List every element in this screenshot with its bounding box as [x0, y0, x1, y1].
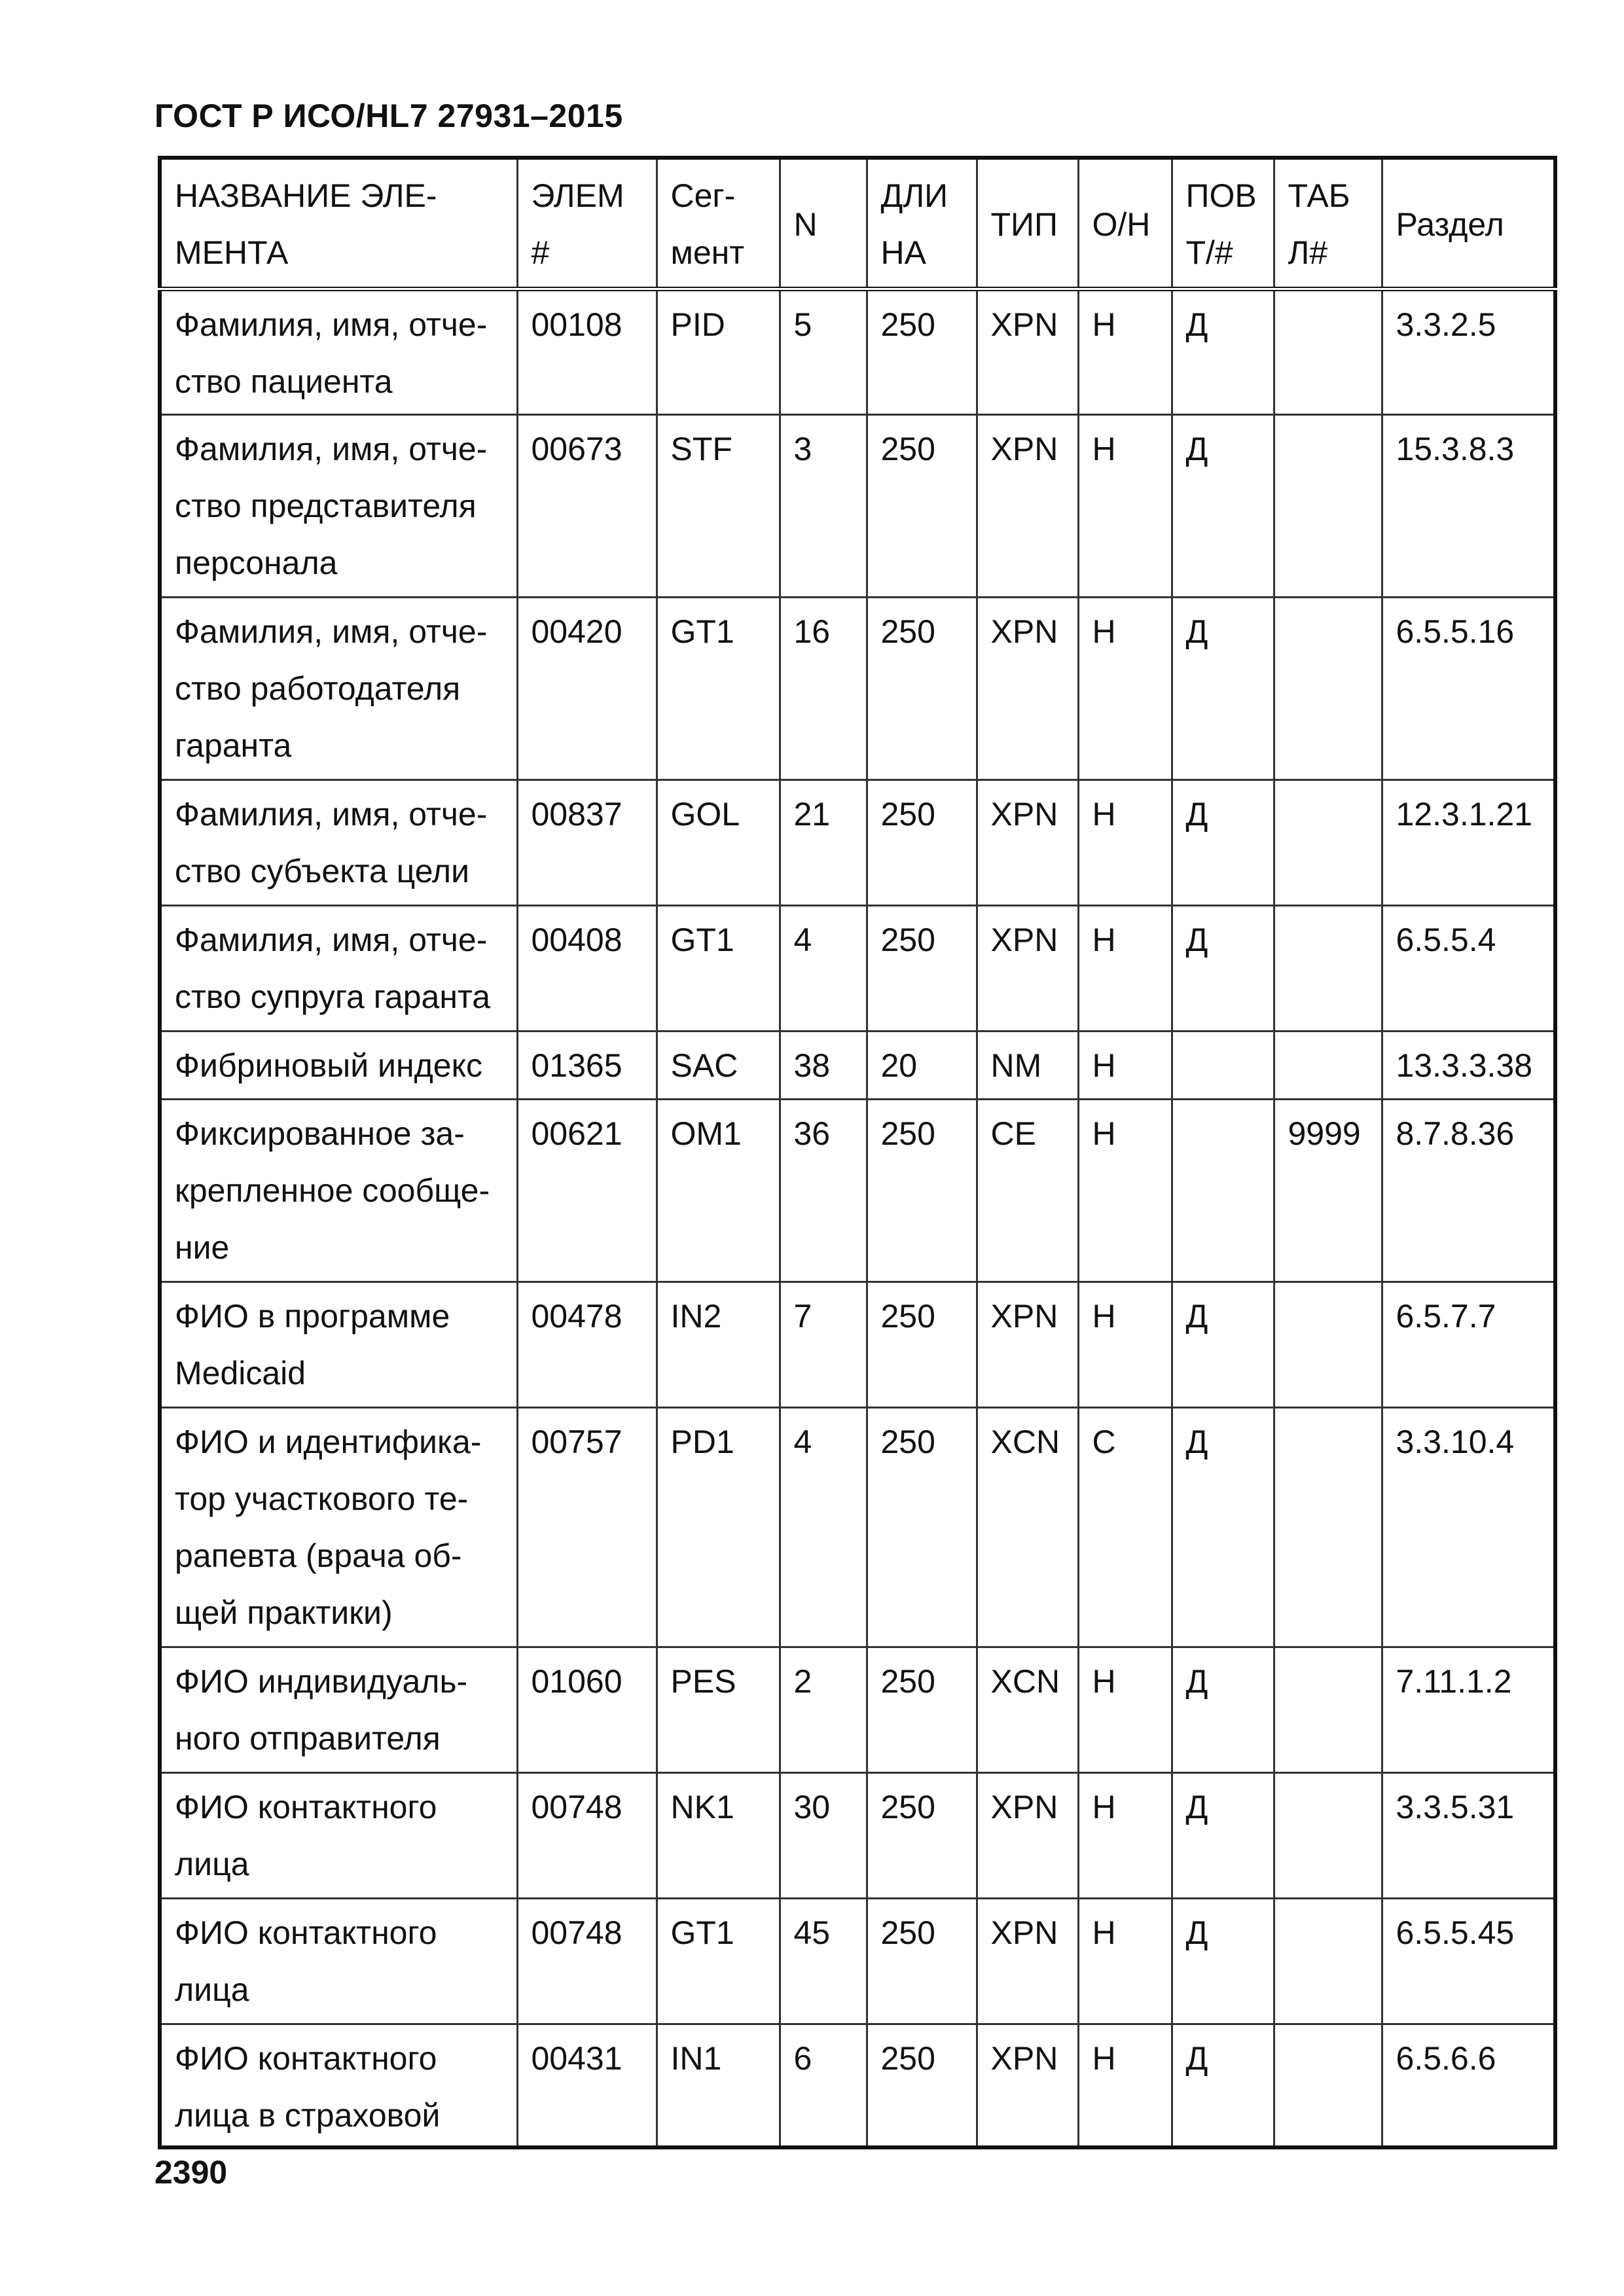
cell-name: Фамилия, имя, отче-ство представителя персонала: [160, 415, 517, 598]
cell-segment: OM1: [657, 1100, 780, 1282]
cell-n: 16: [780, 598, 867, 780]
cell-type: XPN: [977, 289, 1078, 415]
table-row: [160, 1647, 1555, 1773]
cell-table: [1274, 2024, 1382, 2147]
column-header-type: ТИП: [977, 158, 1078, 289]
cell-n: 5: [780, 289, 867, 415]
cell-section: 3.3.5.31: [1382, 1773, 1555, 1899]
elements-table: [158, 156, 1557, 2149]
cell-section: 6.5.5.45: [1382, 1899, 1555, 2024]
cell-name: Фамилия, имя, отче-ство субъекта цели: [160, 780, 517, 906]
cell-n: 2: [780, 1647, 867, 1773]
cell-segment: IN2: [657, 1282, 780, 1408]
cell-length: 250: [867, 1773, 977, 1899]
cell-elem: 00837: [517, 780, 657, 906]
cell-type: XPN: [977, 2024, 1078, 2147]
cell-section: 15.3.8.3: [1382, 415, 1555, 598]
cell-segment: NK1: [657, 1773, 780, 1899]
column-header-table: ТАБ Л#: [1274, 158, 1382, 289]
cell-opt: Н: [1078, 1899, 1172, 2024]
cell-n: 4: [780, 1408, 867, 1647]
cell-table: [1274, 906, 1382, 1031]
cell-section: 6.5.5.4: [1382, 906, 1555, 1031]
cell-table: [1274, 1282, 1382, 1408]
table-row: [160, 2024, 1555, 2147]
cell-n: 21: [780, 780, 867, 906]
cell-name: ФИО контактного лица: [160, 1899, 517, 2024]
cell-segment: PID: [657, 289, 780, 415]
cell-name: ФИО и идентифика-тор участкового те-рапевта (врача об-щей практики): [160, 1408, 517, 1647]
cell-type: XPN: [977, 1899, 1078, 2024]
cell-segment: IN1: [657, 2024, 780, 2147]
cell-section: 7.11.1.2: [1382, 1647, 1555, 1773]
cell-type: CE: [977, 1100, 1078, 1282]
cell-segment: GT1: [657, 598, 780, 780]
cell-type: XCN: [977, 1408, 1078, 1647]
cell-elem: 01060: [517, 1647, 657, 1773]
cell-length: 250: [867, 906, 977, 1031]
column-header-opt: О/Н: [1078, 158, 1172, 289]
cell-name: ФИО контактного лица в страховой: [160, 2024, 517, 2147]
table-row: [160, 780, 1555, 906]
cell-opt: Н: [1078, 1282, 1172, 1408]
table-row: [160, 1031, 1555, 1100]
cell-rep: Д: [1172, 780, 1274, 906]
cell-opt: Н: [1078, 1100, 1172, 1282]
column-header-elem: ЭЛЕМ #: [517, 158, 657, 289]
cell-length: 250: [867, 1408, 977, 1647]
cell-n: 4: [780, 906, 867, 1031]
cell-opt: С: [1078, 1408, 1172, 1647]
cell-table: [1274, 780, 1382, 906]
table-row: [160, 1100, 1555, 1282]
cell-rep: Д: [1172, 906, 1274, 1031]
cell-opt: Н: [1078, 1773, 1172, 1899]
cell-segment: PES: [657, 1647, 780, 1773]
cell-opt: Н: [1078, 906, 1172, 1031]
column-header-name: НАЗВАНИЕ ЭЛЕ-МЕНТА: [160, 158, 517, 289]
cell-elem: 00621: [517, 1100, 657, 1282]
cell-rep: Д: [1172, 1647, 1274, 1773]
cell-rep: Д: [1172, 1899, 1274, 2024]
cell-segment: PD1: [657, 1408, 780, 1647]
cell-length: 250: [867, 289, 977, 415]
cell-section: 6.5.5.16: [1382, 598, 1555, 780]
cell-elem: 00673: [517, 415, 657, 598]
cell-section: 6.5.7.7: [1382, 1282, 1555, 1408]
document-header: ГОСТ Р ИСО/HL7 27931–2015: [154, 98, 623, 134]
cell-length: 250: [867, 1899, 977, 2024]
cell-segment: GT1: [657, 1899, 780, 2024]
cell-name: Фамилия, имя, отче-ство супруга гаранта: [160, 906, 517, 1031]
cell-type: XPN: [977, 780, 1078, 906]
cell-section: 6.5.6.6: [1382, 2024, 1555, 2147]
cell-length: 250: [867, 598, 977, 780]
cell-n: 36: [780, 1100, 867, 1282]
table-row: [160, 598, 1555, 780]
cell-type: XPN: [977, 1773, 1078, 1899]
column-header-section: Раздел: [1382, 158, 1555, 289]
cell-segment: GT1: [657, 906, 780, 1031]
cell-opt: Н: [1078, 780, 1172, 906]
table-row: [160, 1899, 1555, 2024]
cell-name: Фибриновый индекс: [160, 1031, 517, 1100]
cell-type: XPN: [977, 598, 1078, 780]
cell-elem: 00757: [517, 1408, 657, 1647]
table-row: [160, 906, 1555, 1031]
cell-table: [1274, 1408, 1382, 1647]
cell-table: [1274, 1773, 1382, 1899]
cell-n: 6: [780, 2024, 867, 2147]
cell-section: 13.3.3.38: [1382, 1031, 1555, 1100]
cell-name: ФИО индивидуаль-ного отправителя: [160, 1647, 517, 1773]
cell-type: XPN: [977, 906, 1078, 1031]
cell-table: [1274, 415, 1382, 598]
cell-section: 12.3.1.21: [1382, 780, 1555, 906]
cell-n: 45: [780, 1899, 867, 2024]
cell-opt: Н: [1078, 1031, 1172, 1100]
cell-length: 250: [867, 1100, 977, 1282]
cell-length: 250: [867, 2024, 977, 2147]
cell-table: 9999: [1274, 1100, 1382, 1282]
column-header-length: ДЛИ НА: [867, 158, 977, 289]
cell-elem: 00431: [517, 2024, 657, 2147]
cell-length: 250: [867, 415, 977, 598]
column-header-rep: ПОВ Т/#: [1172, 158, 1274, 289]
table-row: [160, 1282, 1555, 1408]
header-row: [160, 158, 1555, 289]
cell-rep: Д: [1172, 415, 1274, 598]
cell-n: 38: [780, 1031, 867, 1100]
cell-length: 250: [867, 780, 977, 906]
cell-n: 3: [780, 415, 867, 598]
cell-table: [1274, 1031, 1382, 1100]
cell-name: Фамилия, имя, отче-ство работодателя гаранта: [160, 598, 517, 780]
cell-section: 8.7.8.36: [1382, 1100, 1555, 1282]
cell-opt: Н: [1078, 2024, 1172, 2147]
cell-type: NM: [977, 1031, 1078, 1100]
cell-segment: GOL: [657, 780, 780, 906]
cell-rep: [1172, 1031, 1274, 1100]
cell-opt: Н: [1078, 1647, 1172, 1773]
table-row: [160, 1408, 1555, 1647]
cell-table: [1274, 289, 1382, 415]
cell-table: [1274, 1899, 1382, 2024]
cell-segment: STF: [657, 415, 780, 598]
cell-name: Фиксированное за-крепленное сообще-ние: [160, 1100, 517, 1282]
cell-opt: Н: [1078, 415, 1172, 598]
cell-n: 7: [780, 1282, 867, 1408]
cell-section: 3.3.10.4: [1382, 1408, 1555, 1647]
cell-rep: [1172, 1100, 1274, 1282]
cell-table: [1274, 1647, 1382, 1773]
cell-opt: Н: [1078, 289, 1172, 415]
cell-table: [1274, 598, 1382, 780]
cell-type: XPN: [977, 1282, 1078, 1408]
cell-name: Фамилия, имя, отче-ство пациента: [160, 289, 517, 415]
cell-rep: Д: [1172, 1773, 1274, 1899]
cell-section: 3.3.2.5: [1382, 289, 1555, 415]
cell-elem: 00478: [517, 1282, 657, 1408]
page-number: 2390: [154, 2154, 228, 2191]
cell-opt: Н: [1078, 598, 1172, 780]
table-row: [160, 415, 1555, 598]
column-header-segment: Сег-мент: [657, 158, 780, 289]
cell-segment: SAC: [657, 1031, 780, 1100]
column-header-n: N: [780, 158, 867, 289]
cell-length: 250: [867, 1647, 977, 1773]
table-row: [160, 1773, 1555, 1899]
cell-elem: 00748: [517, 1899, 657, 2024]
cell-length: 20: [867, 1031, 977, 1100]
cell-elem: 01365: [517, 1031, 657, 1100]
cell-n: 30: [780, 1773, 867, 1899]
cell-elem: 00408: [517, 906, 657, 1031]
cell-rep: Д: [1172, 1408, 1274, 1647]
cell-type: XCN: [977, 1647, 1078, 1773]
table-row: [160, 289, 1555, 415]
cell-name: ФИО контактного лица: [160, 1773, 517, 1899]
cell-rep: Д: [1172, 2024, 1274, 2147]
cell-rep: Д: [1172, 1282, 1274, 1408]
cell-length: 250: [867, 1282, 977, 1408]
cell-elem: 00748: [517, 1773, 657, 1899]
cell-rep: Д: [1172, 289, 1274, 415]
cell-elem: 00108: [517, 289, 657, 415]
cell-name: ФИО в программе Medicaid: [160, 1282, 517, 1408]
cell-rep: Д: [1172, 598, 1274, 780]
cell-type: XPN: [977, 415, 1078, 598]
cell-elem: 00420: [517, 598, 657, 780]
